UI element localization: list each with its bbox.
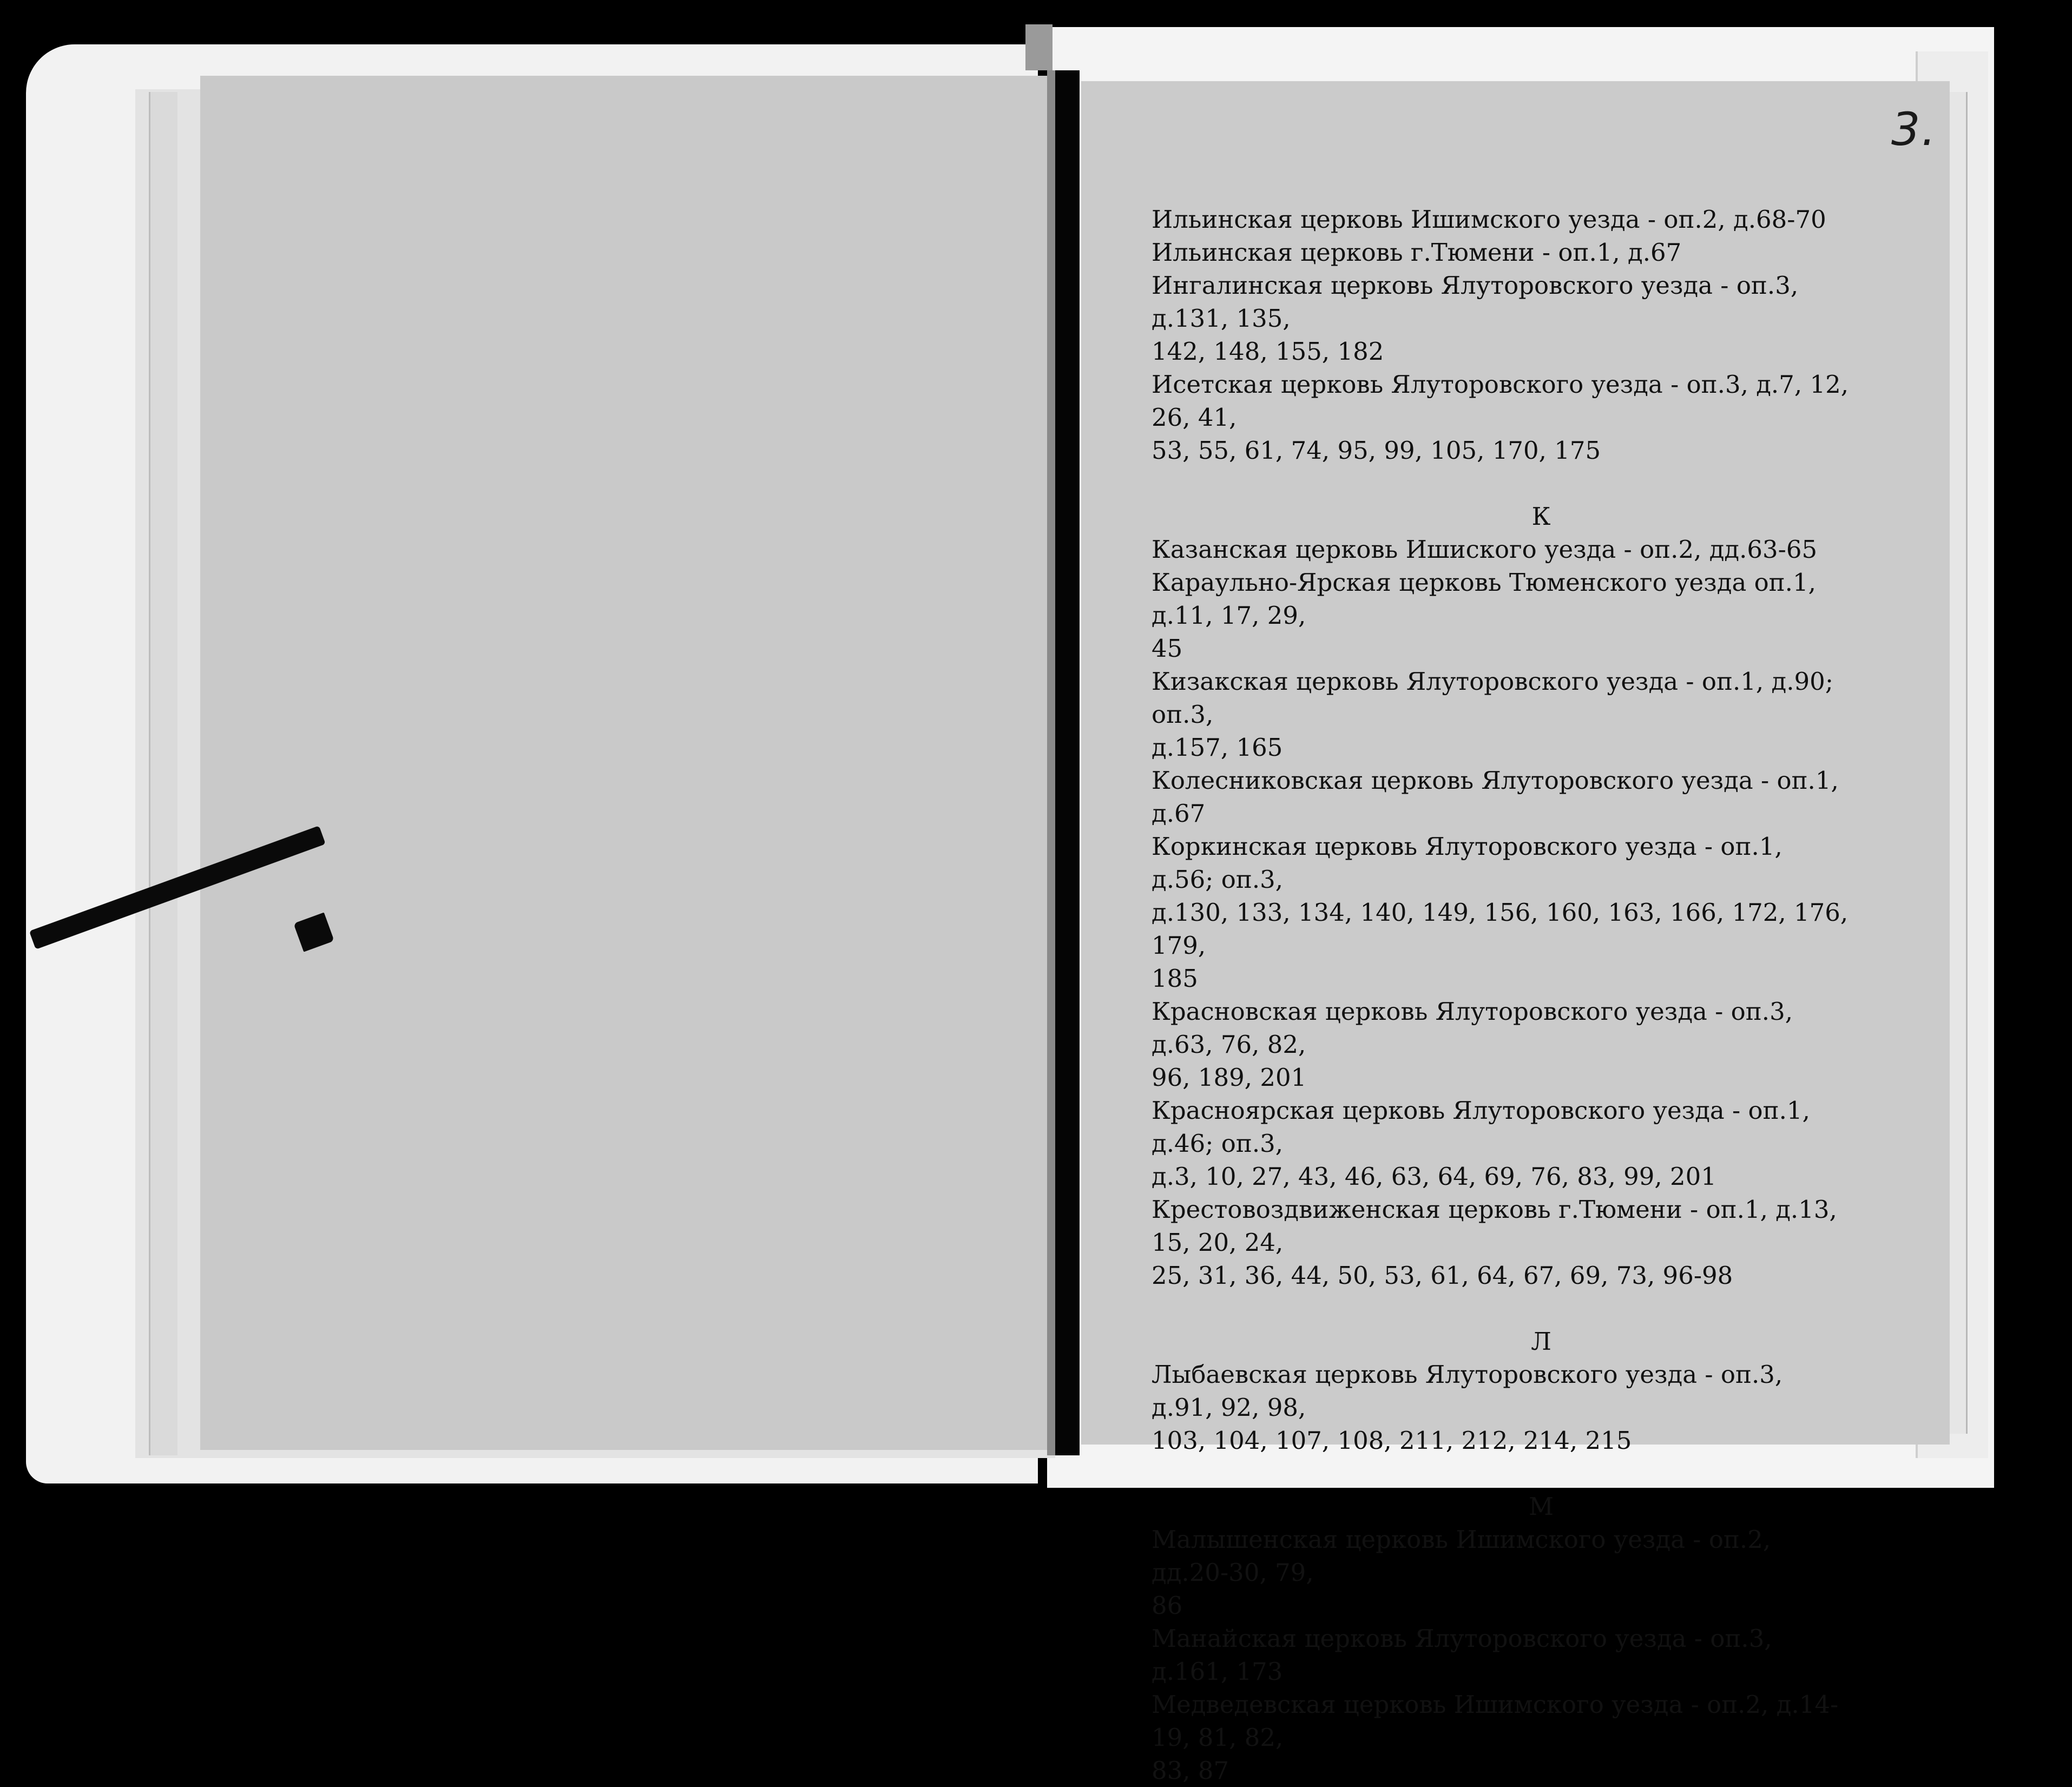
right-page-underlayer (1950, 92, 1968, 1434)
index-entry-line: Ильинская церковь г.Тюмени - оп.1, д.67 (1152, 238, 1682, 267)
left-page-blank (200, 76, 1055, 1450)
index-entry-line: 185 (1152, 964, 1198, 993)
index-entry-line: Лыбаевская церковь Ялуторовского уезда - оп.3, д.91, 92, 98, (1152, 1360, 1783, 1422)
index-entry-line: Красноярская церковь Ялуторовского уезда - оп.1, д.46; оп.3, (1152, 1096, 1810, 1158)
index-entry-line: 25, 31, 36, 44, 50, 53, 61, 64, 67, 69, 73, 96-98 (1152, 1261, 1733, 1290)
index-entry (1152, 368, 1850, 467)
index-entry-line: д.3, 10, 27, 43, 46, 63, 64, 69, 76, 83, 99, 201 (1152, 1162, 1716, 1191)
index-entry-line: Манайская церковь Ялуторовского уезда - оп.3, д.161, 173 (1152, 1624, 1772, 1686)
index-entry (1152, 203, 1850, 236)
index-entry (1152, 1094, 1850, 1193)
folder-top-tab (1025, 24, 1053, 70)
index-entry (1152, 533, 1850, 566)
index-entry (1152, 236, 1850, 269)
index-entry-line: Исетская церковь Ялуторовского уезда - оп.3, д.7, 12, 26, 41, (1152, 370, 1849, 432)
index-entry-line: Крестовоздвиженская церковь г.Тюмени - оп.1, д.13, 15, 20, 24, (1152, 1195, 1837, 1257)
index-entry (1152, 665, 1850, 764)
index-entry-line: 45 (1152, 634, 1183, 663)
index-entry (1152, 1358, 1850, 1457)
index-entry-line: 96, 189, 201 (1152, 1063, 1307, 1092)
index-entry (1152, 764, 1850, 830)
index-entry (1152, 566, 1850, 665)
index-entry-line: Ильинская церковь Ишимского уезда - оп.2, д.68-70 (1152, 205, 1826, 234)
index-entry-line: 86 (1152, 1591, 1183, 1620)
index-entry-line: д.130, 133, 134, 140, 149, 156, 160, 163, 166, 172, 176, 179, (1152, 898, 1849, 960)
index-entry-line: Ингалинская церковь Ялуторовского уезда - оп.3, д.131, 135, (1152, 271, 1799, 333)
handwritten-page-number: 3. (1891, 103, 1937, 156)
index-entry-line: Малышенская церковь Ишимского уезда - оп.2, дд.20-30, 79, (1152, 1525, 1771, 1587)
index-letter-heading: Л (1531, 1327, 1551, 1356)
index-letter-heading: К (1531, 502, 1551, 531)
index-entry-line: Колесниковская церковь Ялуторовского уезда - оп.1, д.67 (1152, 766, 1839, 828)
index-entry (1152, 269, 1850, 368)
index-entry-line: Казанская церковь Ишиского уезда - оп.2, дд.63-65 (1152, 535, 1818, 564)
index-entry (1152, 1622, 1850, 1688)
index-entry-line: 83, 87 (1152, 1756, 1229, 1785)
binding-edge (1047, 70, 1055, 1455)
index-entry-line: Караульно-Ярская церковь Тюменского уезда оп.1, д.11, 17, 29, (1152, 568, 1816, 630)
index-entry-line: Медведевская церковь Ишимского уезда - оп.2, д.14-19, 81, 82, (1152, 1690, 1839, 1752)
index-letter-heading: М (1528, 1492, 1554, 1521)
index-entry (1152, 1688, 1850, 1787)
index-entry (1152, 830, 1850, 995)
left-page-edge-strip (149, 92, 177, 1455)
index-entry-line: 142, 148, 155, 182 (1152, 337, 1384, 366)
church-index-list (1152, 203, 1850, 1787)
index-entry-line: Красновская церковь Ялуторовского уезда - оп.3, д.63, 76, 82, (1152, 997, 1793, 1059)
index-entry-line: Кизакская церковь Ялуторовского уезда - оп.1, д.90; оп.3, (1152, 667, 1833, 729)
index-entry-line: 103, 104, 107, 108, 211, 212, 214, 215 (1152, 1426, 1632, 1455)
index-entry (1152, 995, 1850, 1094)
index-entry (1152, 1193, 1850, 1292)
index-entry-line: Коркинская церковь Ялуторовского уезда - оп.1, д.56; оп.3, (1152, 832, 1782, 894)
index-entry-line: 53, 55, 61, 74, 95, 99, 105, 170, 175 (1152, 436, 1601, 465)
index-entry (1152, 1523, 1850, 1622)
index-entry-line: д.157, 165 (1152, 733, 1283, 762)
binding-spine (1055, 70, 1080, 1455)
